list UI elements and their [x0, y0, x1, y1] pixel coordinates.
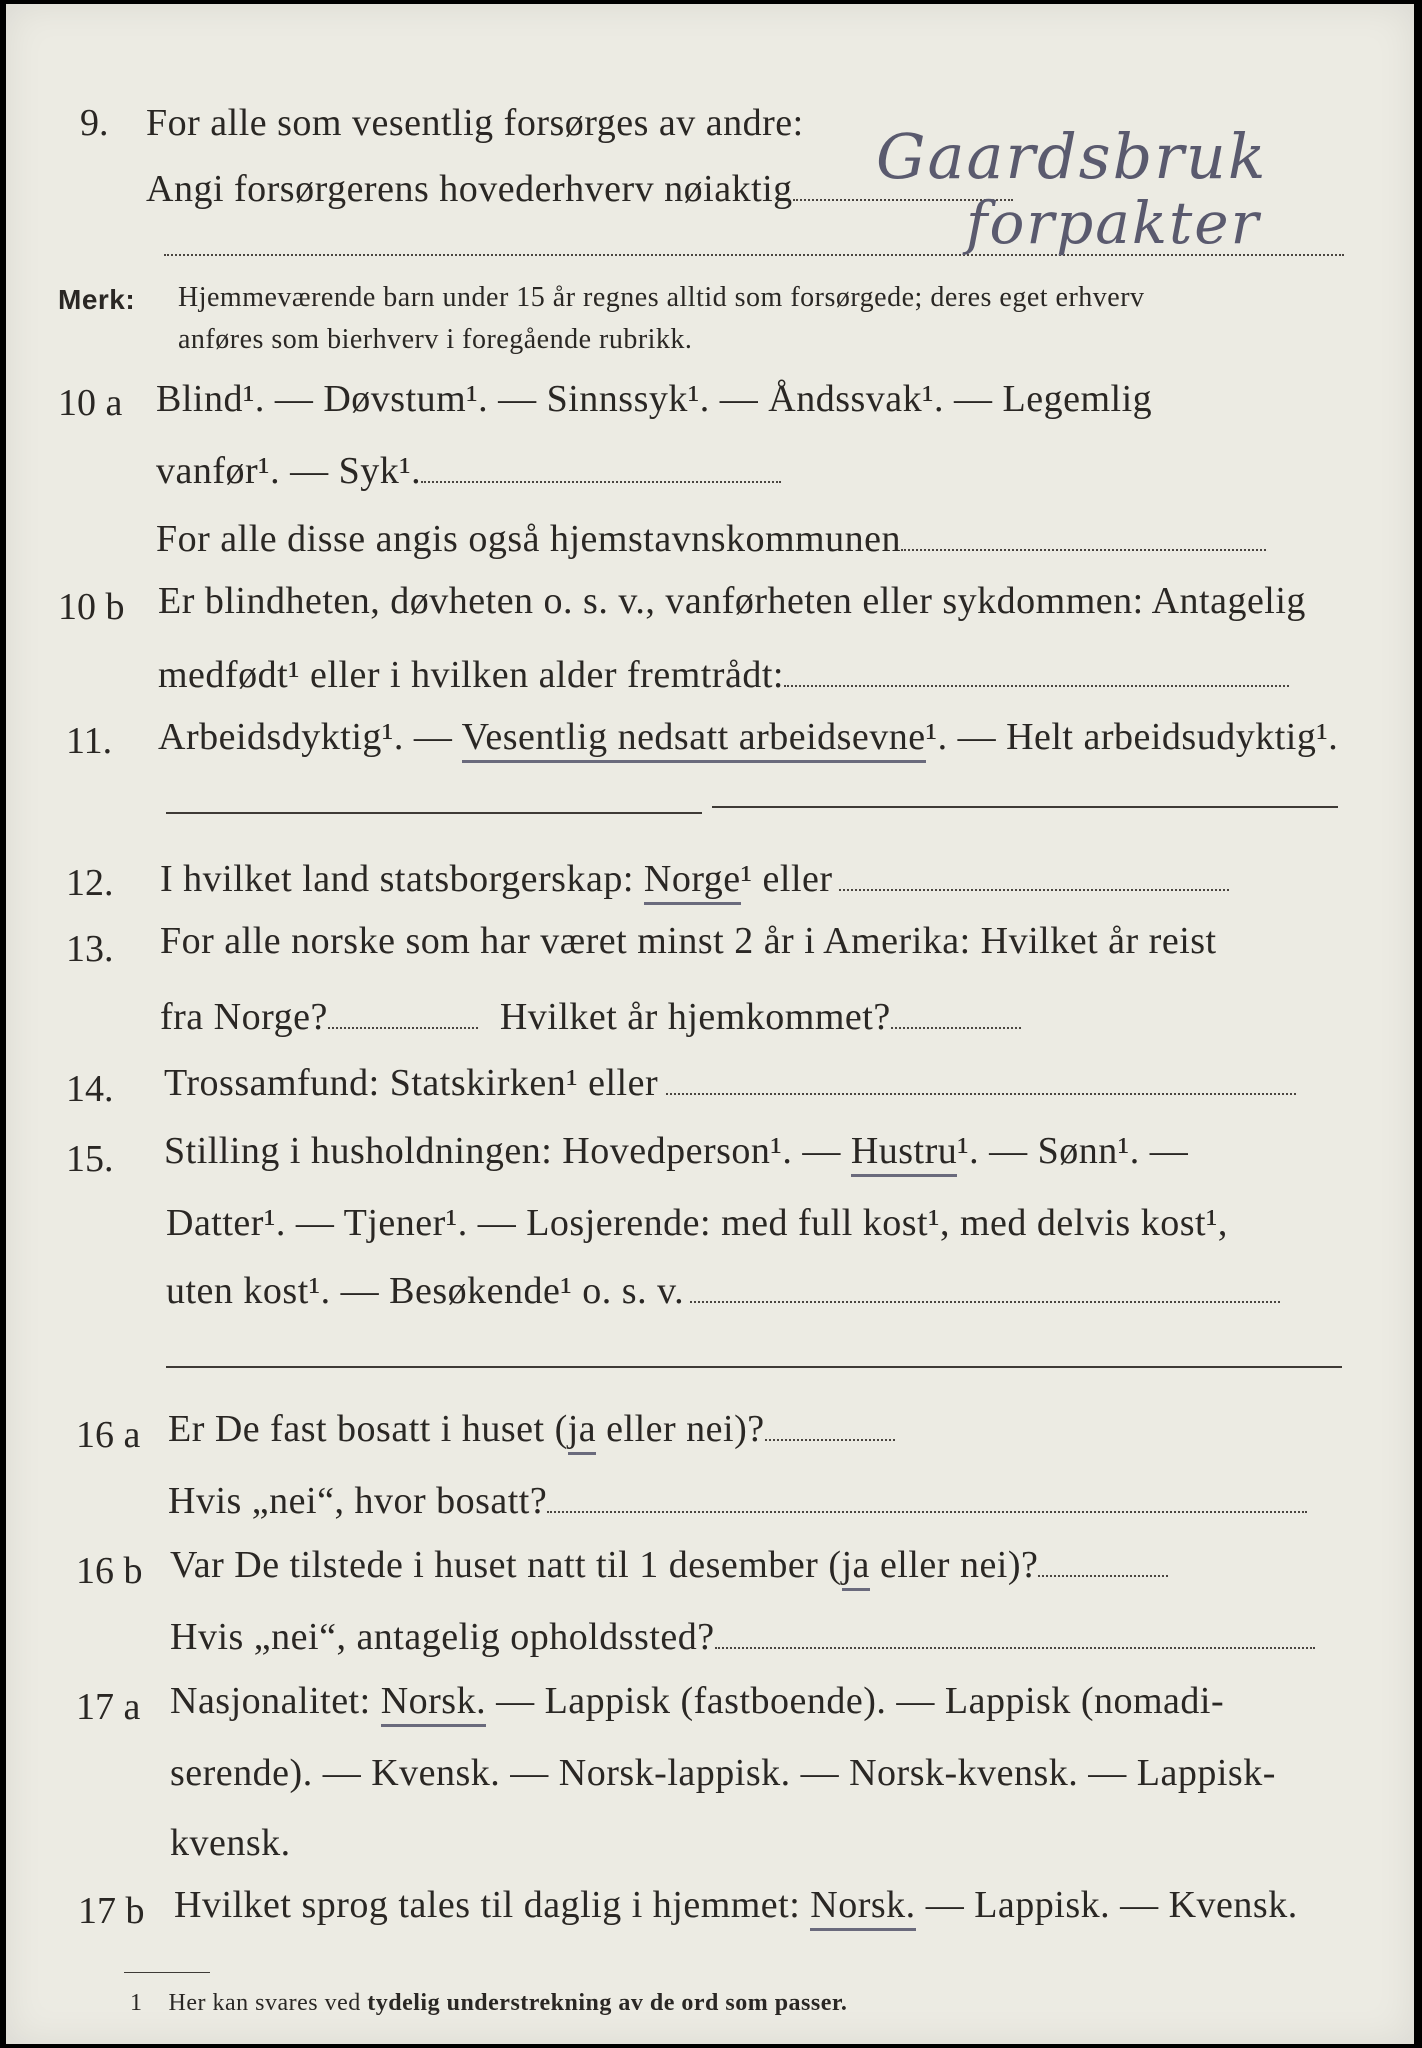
q16b-label: Var De tilstede i huset natt til 1 desember ( [170, 1544, 842, 1586]
q11-answer-rule-right [712, 806, 1338, 808]
q13-number: 13. [66, 928, 114, 970]
q10a-line2-label: vanfør¹. — Syk¹. [156, 450, 422, 492]
q17a-text-line2: serende). — Kvensk. — Norsk-lappisk. — Norsk-kvensk. — Lappisk- [170, 1752, 1276, 1794]
q17a-text-line3: kvensk. [170, 1822, 291, 1864]
q15-answer-rule [166, 1366, 1342, 1368]
q13-text-line1: For alle norske som har været minst 2 år i Amerika: Hvilket år reist [160, 920, 1217, 962]
q11-text [158, 714, 1338, 760]
q15-label: Stilling i husholdningen: Hovedperson¹. — [164, 1130, 851, 1172]
q11-option-underlined: Vesentlig nedsatt arbeidsevne [462, 716, 926, 763]
q16a-label: Er De fast bosatt i huset ( [168, 1408, 568, 1450]
q17b-number: 17 b [78, 1890, 145, 1932]
q10a-line3-label: For alle disse angis også hjemstavnskommunen [156, 518, 901, 560]
answer-dotted-line [784, 683, 1289, 687]
q16b-text-line2 [170, 1614, 1315, 1660]
q12-text [160, 856, 1229, 902]
q10a-text-line3 [156, 516, 1266, 562]
q17b-label: Hvilket sprog tales til daglig i hjemmet: [174, 1884, 811, 1926]
answer-dotted-line [715, 1645, 1315, 1649]
answer-dotted-line [666, 1091, 1296, 1095]
q9-handwritten-answer-2: forpakter [966, 189, 1261, 257]
merk-text-line2: anføres som bierhverv i foregående rubrikk. [178, 324, 693, 355]
q15-option-underlined: Hustru [851, 1130, 957, 1177]
q10b-line2-label: medfødt¹ eller i hvilken alder fremtrådt: [158, 654, 784, 696]
q16b-option-rest: eller nei)? [869, 1544, 1039, 1586]
q10b-text-line1: Er blindheten, døvheten o. s. v., vanførheten eller sykdommen: Antagelig [158, 580, 1306, 622]
answer-dotted-line [1038, 1573, 1168, 1577]
q11-option-rest: ¹. — Helt arbeidsudyktig¹. [925, 716, 1339, 758]
answer-dotted-line [690, 1299, 1280, 1303]
footnote-mark: 1 [130, 1990, 143, 2016]
q12-option-eller: ¹ eller [740, 858, 833, 900]
q16a-option-underlined: ja [568, 1408, 596, 1455]
q14-label: Trossamfund: Statskirken¹ eller [164, 1062, 659, 1104]
footnote-text-bold: tydelig understrekning av de ord som passer. [367, 1990, 848, 2016]
q14-number: 14. [66, 1068, 114, 1110]
q16b-option-underlined: ja [842, 1544, 870, 1591]
q13-text-line2 [160, 994, 1021, 1040]
q16b-line2-label: Hvis „nei“, antagelig opholdssted? [170, 1616, 715, 1658]
merk-text-line1: Hjemmeværende barn under 15 år regnes alltid som forsørgede; deres eget erhverv [178, 282, 1145, 313]
answer-dotted-line [765, 1437, 895, 1441]
q17b-text-line1 [174, 1882, 1298, 1928]
footnote-rule [124, 1972, 210, 1973]
q15-text-line3 [166, 1268, 1280, 1314]
q16b-text-line1 [170, 1542, 1168, 1588]
census-form-page [6, 4, 1414, 2044]
q16a-option-rest: eller nei)? [596, 1408, 765, 1450]
q17a-number: 17 a [76, 1686, 141, 1728]
q12-option-underlined: Norge [644, 858, 741, 905]
merk-label: Merk: [58, 284, 136, 315]
footnote [130, 1988, 847, 2018]
q16b-number: 16 b [76, 1550, 143, 1592]
q16a-line2-label: Hvis „nei“, hvor bosatt? [168, 1480, 548, 1522]
answer-dotted-line [839, 887, 1229, 891]
answer-dotted-line [328, 1025, 478, 1029]
q17a-text-line1 [170, 1678, 1224, 1724]
q17a-label: Nasjonalitet: [170, 1680, 381, 1722]
q17a-option-underlined: Norsk. [381, 1680, 486, 1727]
q9-line2-label: Angi forsørgerens hovederhverv nøiaktig [146, 168, 793, 210]
answer-dotted-line [547, 1509, 1307, 1513]
q17a-option-rest: — Lappisk (fastboende). — Lappisk (nomadi- [486, 1680, 1225, 1722]
footnote-text: Her kan svares ved [168, 1990, 368, 2016]
q15-text-line1 [164, 1128, 1188, 1174]
q13-label-reist: fra Norge? [160, 996, 328, 1038]
q9-handwritten-answer-1: Gaardsbruk [876, 120, 1268, 193]
q10a-number: 10 a [58, 382, 123, 424]
q17b-option-rest: — Lappisk. — Kvensk. [915, 1884, 1298, 1926]
q16a-text-line1 [168, 1406, 895, 1452]
q11-number: 11. [66, 720, 113, 762]
q14-text [164, 1060, 1296, 1106]
q12-number: 12. [66, 862, 114, 904]
q13-label-hjemkommet: Hvilket år hjemkommet? [499, 996, 891, 1038]
q9-text-line1: For alle som vesentlig forsørges av andre: [146, 102, 804, 144]
q10a-text-line1: Blind¹. — Døvstum¹. — Sinnssyk¹. — Åndssvak¹. — Legemlig [156, 378, 1153, 420]
q15-number: 15. [66, 1138, 114, 1180]
q16a-number: 16 a [76, 1414, 141, 1456]
q17b-option-underlined: Norsk. [810, 1884, 915, 1931]
q10b-number: 10 b [58, 586, 125, 628]
q15-line3-label: uten kost¹. — Besøkende¹ o. s. v. [166, 1270, 685, 1312]
answer-dotted-line [901, 547, 1266, 551]
q11-answer-rule-left [166, 812, 702, 814]
q10b-text-line2 [158, 652, 1289, 698]
q16a-text-line2 [168, 1478, 1307, 1524]
q9-number: 9. [80, 102, 109, 144]
q15-text-line2: Datter¹. — Tjener¹. — Losjerende: med full kost¹, med delvis kost¹, [166, 1202, 1228, 1244]
q11-option-arbeidsdyktig: Arbeidsdyktig¹. — [158, 716, 462, 758]
q12-label: I hvilket land statsborgerskap: [160, 858, 644, 900]
answer-dotted-line [421, 479, 781, 483]
q15-option-rest: ¹. — Sønn¹. — [957, 1130, 1189, 1172]
answer-dotted-line [891, 1025, 1021, 1029]
q10a-text-line2 [156, 448, 781, 494]
